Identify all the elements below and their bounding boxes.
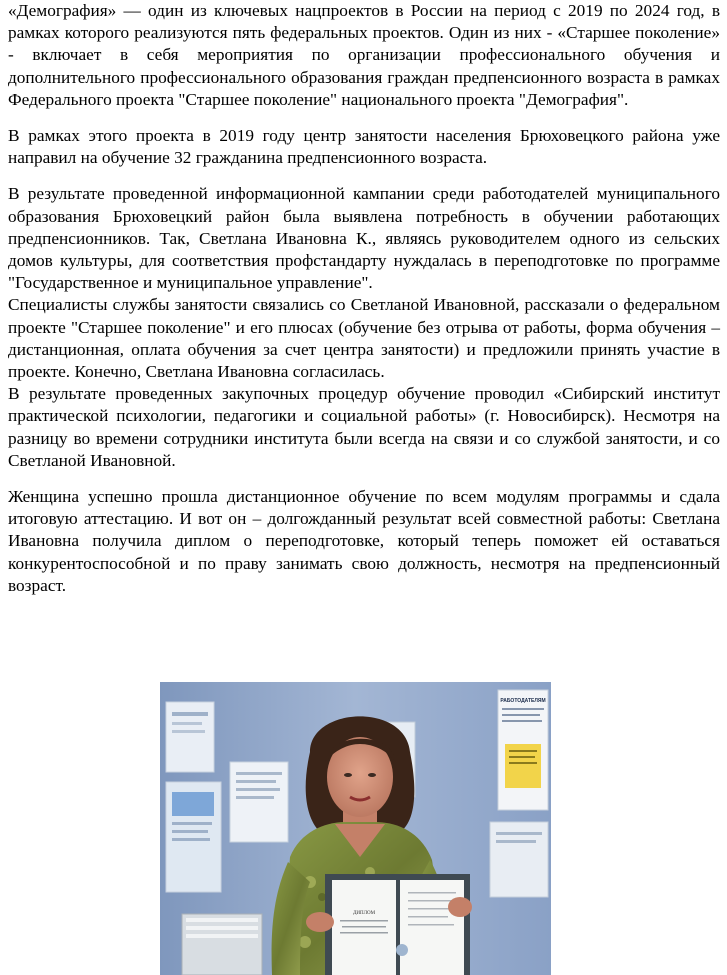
paragraph-intro: «Демография» — один из ключевых нацпроектов в России на период с 2019 по 2024 год, в рамках которого реализуются пять федеральных проектов. Один из них - «Старшее поколение» - включает в себя мероприятия по организации профессионального обучения и дополнительного профессионального образования граждан предпенсионного возраста в рамках Федерального проекта "Старшее поколение" национального проекта "Демография". — [8, 1, 720, 109]
board-heading: РАБОТОДАТЕЛЯМ — [500, 698, 546, 704]
diploma-heading: ДИПЛОМ — [352, 911, 376, 916]
diploma-seal — [396, 944, 408, 956]
paragraph-procurement: В результате проведенных закупочных процедур обучение проводил «Сибирский институт практической психологии, педагогики и социальной работы» (г. Новосибирск). Несмотря на разницу во времени сотрудники института были всегда на связи и со службой занятости, и со Светланой Ивановной. — [8, 384, 720, 470]
photo-woman-with-diploma — [160, 682, 551, 975]
paragraph-specialists: Специалисты службы занятости связались со Светланой Ивановной, рассказали о федеральном проекте "Старшее поколение" и его плюсах (обучение без отрыва от работы, форма обучения – дистанционная, оплата обучения за счет центра занятости) и предложили принять участие в проекте. Конечно, Светлана Ивановна согласилась. — [8, 295, 720, 382]
paragraph-campaign: В результате проведенной информационной кампании среди работодателей муниципального образования Брюховецкий район была выявлена потребность в обучении работающих предпенсионников. Так, Светлана Ивановна К., являясь руководителем одного из сельских домов культуры, для соответствия профстандарту нуждалась в переподготовке по программе "Государственное и муниципальное управление". — [8, 184, 720, 293]
paragraph-result: Женщина успешно прошла дистанционное обучение по всем модулям программы и сдала итоговую аттестацию. И вот он – долгожданный результат всей совместной работы: Светлана Ивановна получила диплом о переподготовке, который теперь поможет ей оставаться конкурентоспособной и по праву занимать свою должность, несмотря на предпенсионный возраст. — [8, 487, 720, 595]
photo-illustration — [160, 682, 551, 975]
paragraph-project: В рамках этого проекта в 2019 году центр занятости населения Брюховецкого района уже направил на обучение 32 гражданина предпенсионного возраста. — [8, 126, 720, 168]
folders — [182, 914, 262, 975]
article — [8, 0, 720, 597]
diploma-right-page — [400, 880, 464, 975]
